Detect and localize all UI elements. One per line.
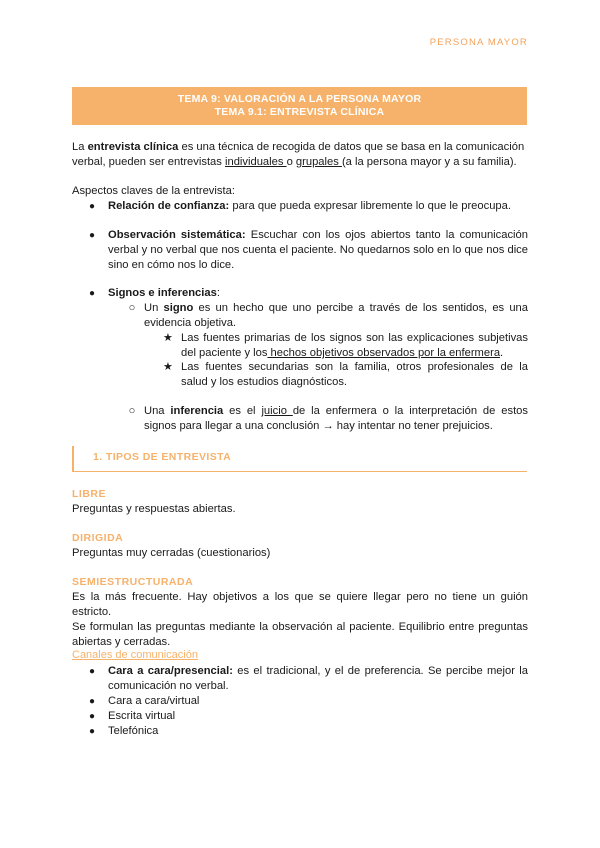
type-line: abiertas y cerradas.: [72, 636, 171, 648]
sub-text: Una: [144, 405, 171, 417]
channel-item-telefonica: Telefónica: [108, 725, 159, 737]
intro-underlined-individuales: individuales: [224, 156, 287, 168]
aspect-bold: Observación sistemática:: [108, 229, 246, 241]
channel-text: es el tradicional, y el de preferencia. Se percibe mejor la: [232, 665, 528, 677]
intro-text: o: [286, 156, 296, 168]
sub-line: [144, 301, 528, 316]
intro-text: (a la persona mayor y a su familia).: [341, 156, 517, 168]
circle-bullet-icon: ○: [128, 302, 136, 314]
bullet-icon: ●: [88, 666, 96, 677]
aspect-line: verbal y no verbal que nos cuenta el paciente. No quedarnos solo en lo que nos dice: [108, 244, 528, 256]
sub-text: de la enfermera o la interpretación de estos: [292, 405, 528, 417]
aspect-line: [108, 228, 528, 243]
sub-item-signo: [144, 301, 528, 331]
type-text-libre: Preguntas y respuestas abiertas.: [72, 503, 236, 515]
intro-text: verbal, pueden ser entrevistas: [72, 156, 225, 168]
aspect-bold: Signos e inferencias: [108, 287, 217, 299]
type-heading-semiestructurada: SEMIESTRUCTURADA: [72, 576, 194, 588]
sub-item-inferencia: [144, 404, 528, 434]
star-line: Las fuentes primarias de los signos son las explicaciones subjetivas: [181, 332, 528, 344]
circle-bullet-icon: ○: [128, 405, 136, 417]
sub-text: es el: [223, 405, 262, 417]
type-heading-dirigida: DIRIGIDA: [72, 532, 124, 544]
bullet-icon: ●: [88, 230, 96, 241]
channel-item-presencial: [108, 664, 528, 694]
aspect-text: :: [216, 287, 220, 299]
aspects-title: Aspectos claves de la entrevista:: [72, 185, 235, 197]
sub-bold: signo: [163, 302, 194, 314]
star-line: salud y los estudios diagnósticos.: [181, 376, 348, 388]
star-text: del paciente y los: [181, 347, 268, 359]
banner-line-2: TEMA 9.1: ENTREVISTA CLÍNICA: [214, 106, 385, 118]
aspect-line: sino en cómo nos lo dice.: [108, 259, 235, 271]
aspect-item-observacion: [108, 228, 528, 273]
sub-line: evidencia objetiva.: [144, 317, 237, 329]
intro-text: La: [72, 141, 88, 153]
star-underlined-text: hechos objetivos observados por la enfermera: [267, 347, 501, 359]
bullet-icon: ●: [88, 288, 96, 299]
star-item-secundarias: [181, 360, 528, 390]
channel-item-virtual: Cara a cara/virtual: [108, 695, 200, 707]
bullet-icon: ●: [88, 726, 96, 737]
sub-underlined-juicio: juicio: [261, 405, 293, 417]
sub-line: [144, 404, 528, 419]
bullet-icon: ●: [88, 201, 96, 212]
running-header: PERSONA MAYOR: [429, 37, 528, 48]
type-line: Se formulan las preguntas mediante la observación al paciente. Equilibrio entre preguntas: [72, 621, 528, 633]
bullet-icon: ●: [88, 696, 96, 707]
channel-line: comunicación no verbal.: [108, 680, 229, 692]
sub-text: es un hecho que uno percibe a través de los sentidos, es una: [193, 302, 528, 314]
aspect-item-signos: [108, 286, 220, 301]
banner-line-1: TEMA 9: VALORACIÓN A LA PERSONA MAYOR: [177, 93, 422, 105]
sub-line: signos para llegar a una conclusión → hay intentar no tener prejuicios.: [144, 420, 493, 432]
type-line: Es la más frecuente. Hay objetivos a los que se quiere llegar pero no tiene un guión estricto.: [72, 591, 528, 618]
channel-item-escrita: Escrita virtual: [108, 710, 176, 722]
intro-bold-term: entrevista clínica: [87, 141, 179, 153]
star-line: [181, 346, 528, 361]
channel-bold: Cara a cara/presencial:: [108, 665, 233, 677]
aspect-text: Escuchar con los ojos abiertos tanto la comunicación: [245, 229, 528, 241]
sub-text: Un: [144, 302, 164, 314]
type-text-dirigida: Preguntas muy cerradas (cuestionarios): [72, 547, 271, 559]
type-text-semiestructurada: [72, 590, 528, 650]
section-title: 1. TIPOS DE ENTREVISTA: [93, 451, 232, 463]
star-item-primarias: [181, 331, 528, 361]
intro-line-2: [72, 155, 528, 170]
star-icon: ★: [162, 361, 174, 373]
bullet-icon: ●: [88, 711, 96, 722]
sub-bold: inferencia: [170, 405, 224, 417]
intro-text: es una técnica de recogida de datos que se basa en la comunicación: [178, 141, 525, 153]
type-heading-libre: LIBRE: [72, 488, 106, 500]
title-banner: [72, 87, 527, 125]
intro-paragraph: [72, 140, 528, 170]
star-text: .: [500, 347, 504, 359]
star-icon: ★: [162, 332, 174, 344]
aspect-text: para que pueda expresar libremente lo que le preocupa.: [229, 200, 511, 212]
aspect-item-confianza: [108, 199, 528, 214]
aspect-bold: Relación de confianza:: [108, 200, 230, 212]
star-line: Las fuentes secundarias son la familia, otros profesionales de la: [181, 361, 528, 373]
channel-line: [108, 664, 528, 679]
intro-underlined-grupales: grupales: [295, 156, 342, 168]
channels-heading: Canales de comunicación: [72, 649, 198, 661]
intro-line-1: [72, 140, 528, 155]
